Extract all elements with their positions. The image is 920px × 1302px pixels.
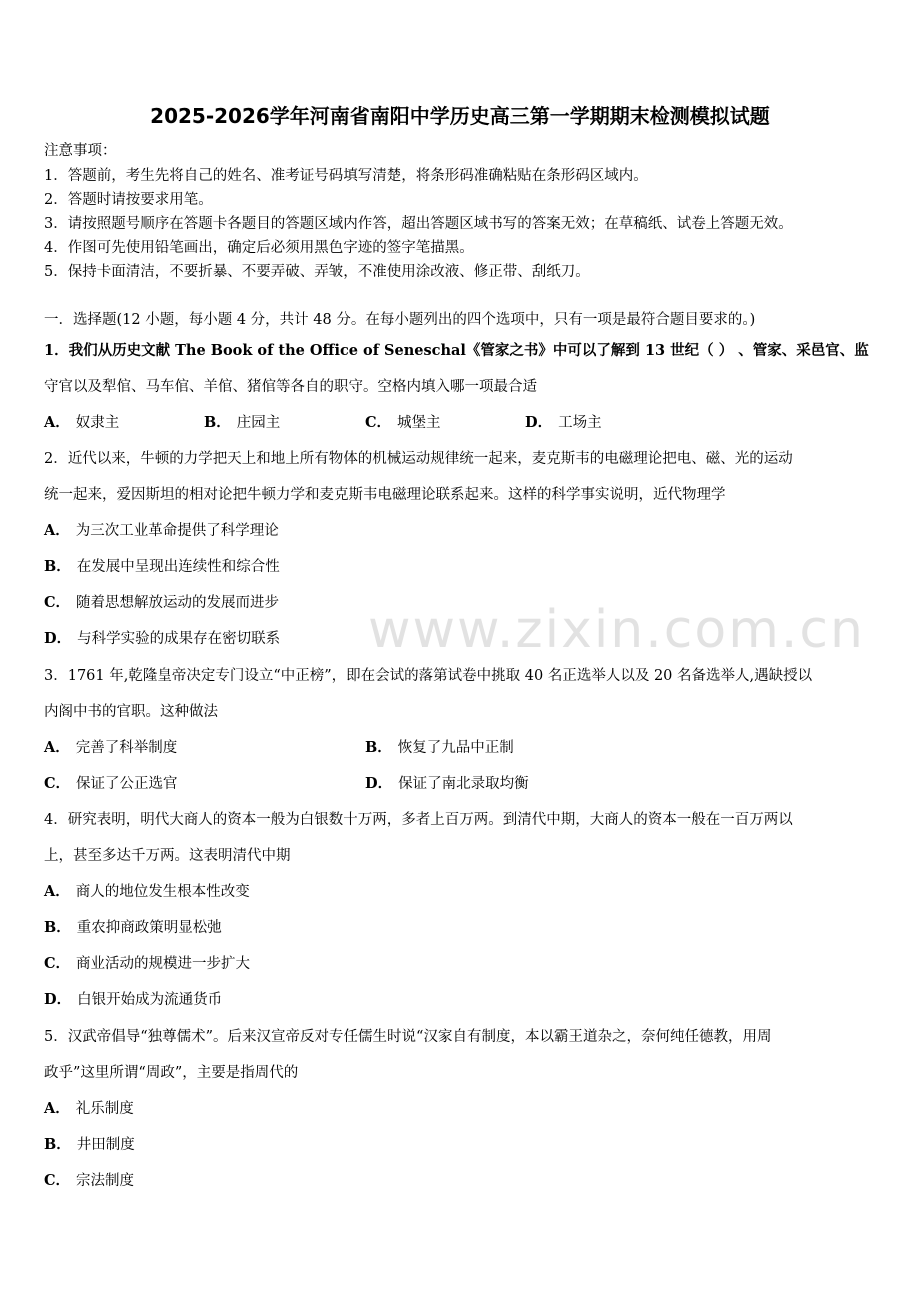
- notice-item: 4．作图可先使用铅笔画出，确定后必须用黑色字迹的签字笔描黑。: [44, 240, 474, 256]
- option-1b[interactable]: B． 庄园主: [204, 414, 281, 431]
- option-2b[interactable]: B． 在发展中呈现出连续性和综合性: [44, 558, 280, 575]
- option-5b[interactable]: B． 井田制度: [44, 1136, 135, 1153]
- option-3d[interactable]: D． 保证了南北录取均衡: [365, 775, 529, 792]
- question-2-line-2: 统一起来，爱因斯坦的相对论把牛顿力学和麦克斯韦电磁理论联系起来。这样的科学事实说明，近代物理学: [44, 487, 726, 503]
- option-2a[interactable]: A． 为三次工业革命提供了科学理论: [44, 522, 279, 539]
- section-heading: 一．选择题(12 小题，每小题 4 分，共计 48 分。在每小题列出的四个选项中，只有一项是最符合题目要求的。): [44, 312, 756, 328]
- option-5a[interactable]: A． 礼乐制度: [44, 1100, 134, 1117]
- notice-item: 2．答题时请按要求用笔。: [44, 192, 213, 208]
- option-5c[interactable]: C． 宗法制度: [44, 1172, 135, 1189]
- option-2d[interactable]: D． 与科学实验的成果存在密切联系: [44, 630, 281, 647]
- watermark: www.zixin.com.cn: [368, 600, 865, 660]
- question-1-line-2: 守官以及犁倌、马车倌、羊倌、猪倌等各自的职守。空格内填入哪一项最合适: [44, 379, 537, 395]
- option-3a[interactable]: A． 完善了科举制度: [44, 739, 178, 756]
- option-1d[interactable]: D． 工场主: [525, 414, 602, 431]
- question-3-line-2: 内阁中书的官职。这种做法: [44, 704, 218, 720]
- question-4-line-2: 上，甚至多达千万两。这表明清代中期: [44, 848, 291, 864]
- option-4d[interactable]: D． 白银开始成为流通货币: [44, 991, 223, 1008]
- option-1c[interactable]: C． 城堡主: [365, 414, 441, 431]
- option-2c[interactable]: C． 随着思想解放运动的发展而进步: [44, 594, 280, 611]
- option-4c[interactable]: C． 商业活动的规模进一步扩大: [44, 955, 251, 972]
- option-3c[interactable]: C． 保证了公正选官: [44, 775, 178, 792]
- question-3-line-1: 3．1761 年,乾隆皇帝决定专门设立“中正榜”，即在会试的落第试卷中挑取 40 名正选举人以及 20 名备选举人,遇缺授以: [44, 668, 813, 684]
- question-4-line-1: 4．研究表明，明代大商人的资本一般为白银数十万两，多者上百万两。到清代中期，大商人的资本一般在一百万两以: [44, 812, 793, 828]
- notice-item: 3．请按照题号顺序在答题卡各题目的答题区域内作答，超出答题区域书写的答案无效；在草稿纸、试卷上答题无效。: [44, 216, 793, 232]
- question-5-line-1: 5．汉武帝倡导“独尊儒术”。后来汉宣帝反对专任儒生时说“汉家自有制度，本以霸王道杂之，奈何纯任德教，用周: [44, 1029, 772, 1045]
- option-4a[interactable]: A． 商人的地位发生根本性改变: [44, 883, 250, 900]
- option-1a[interactable]: A． 奴隶主: [44, 414, 120, 431]
- option-3b[interactable]: B． 恢复了九品中正制: [365, 739, 514, 756]
- notice-item: 1．答题前，考生先将自己的姓名、准考证号码填写清楚，将条形码准确粘贴在条形码区域内。: [44, 168, 648, 184]
- notice-heading: 注意事项：: [44, 143, 117, 159]
- notice-item: 5．保持卡面清洁，不要折暴、不要弄破、弄皱，不准使用涂改液、修正带、刮纸刀。: [44, 264, 590, 280]
- question-5-line-2: 政乎”这里所谓“周政”，主要是指周代的: [44, 1065, 299, 1081]
- question-2-line-1: 2．近代以来，牛顿的力学把天上和地上所有物体的机械运动规律统一起来，麦克斯韦的电磁理论把电、磁、光的运动: [44, 451, 793, 467]
- exam-title: 2025-2026学年河南省南阳中学历史高三第一学期期末检测模拟试题: [150, 104, 770, 128]
- option-4b[interactable]: B． 重农抑商政策明显松弛: [44, 919, 222, 936]
- question-1-line-1: 1．我们从历史文献 The Book of the Office of Seneschal《管家之书》中可以了解到 13 世纪（ ） 、管家、采邑官、监: [44, 342, 869, 359]
